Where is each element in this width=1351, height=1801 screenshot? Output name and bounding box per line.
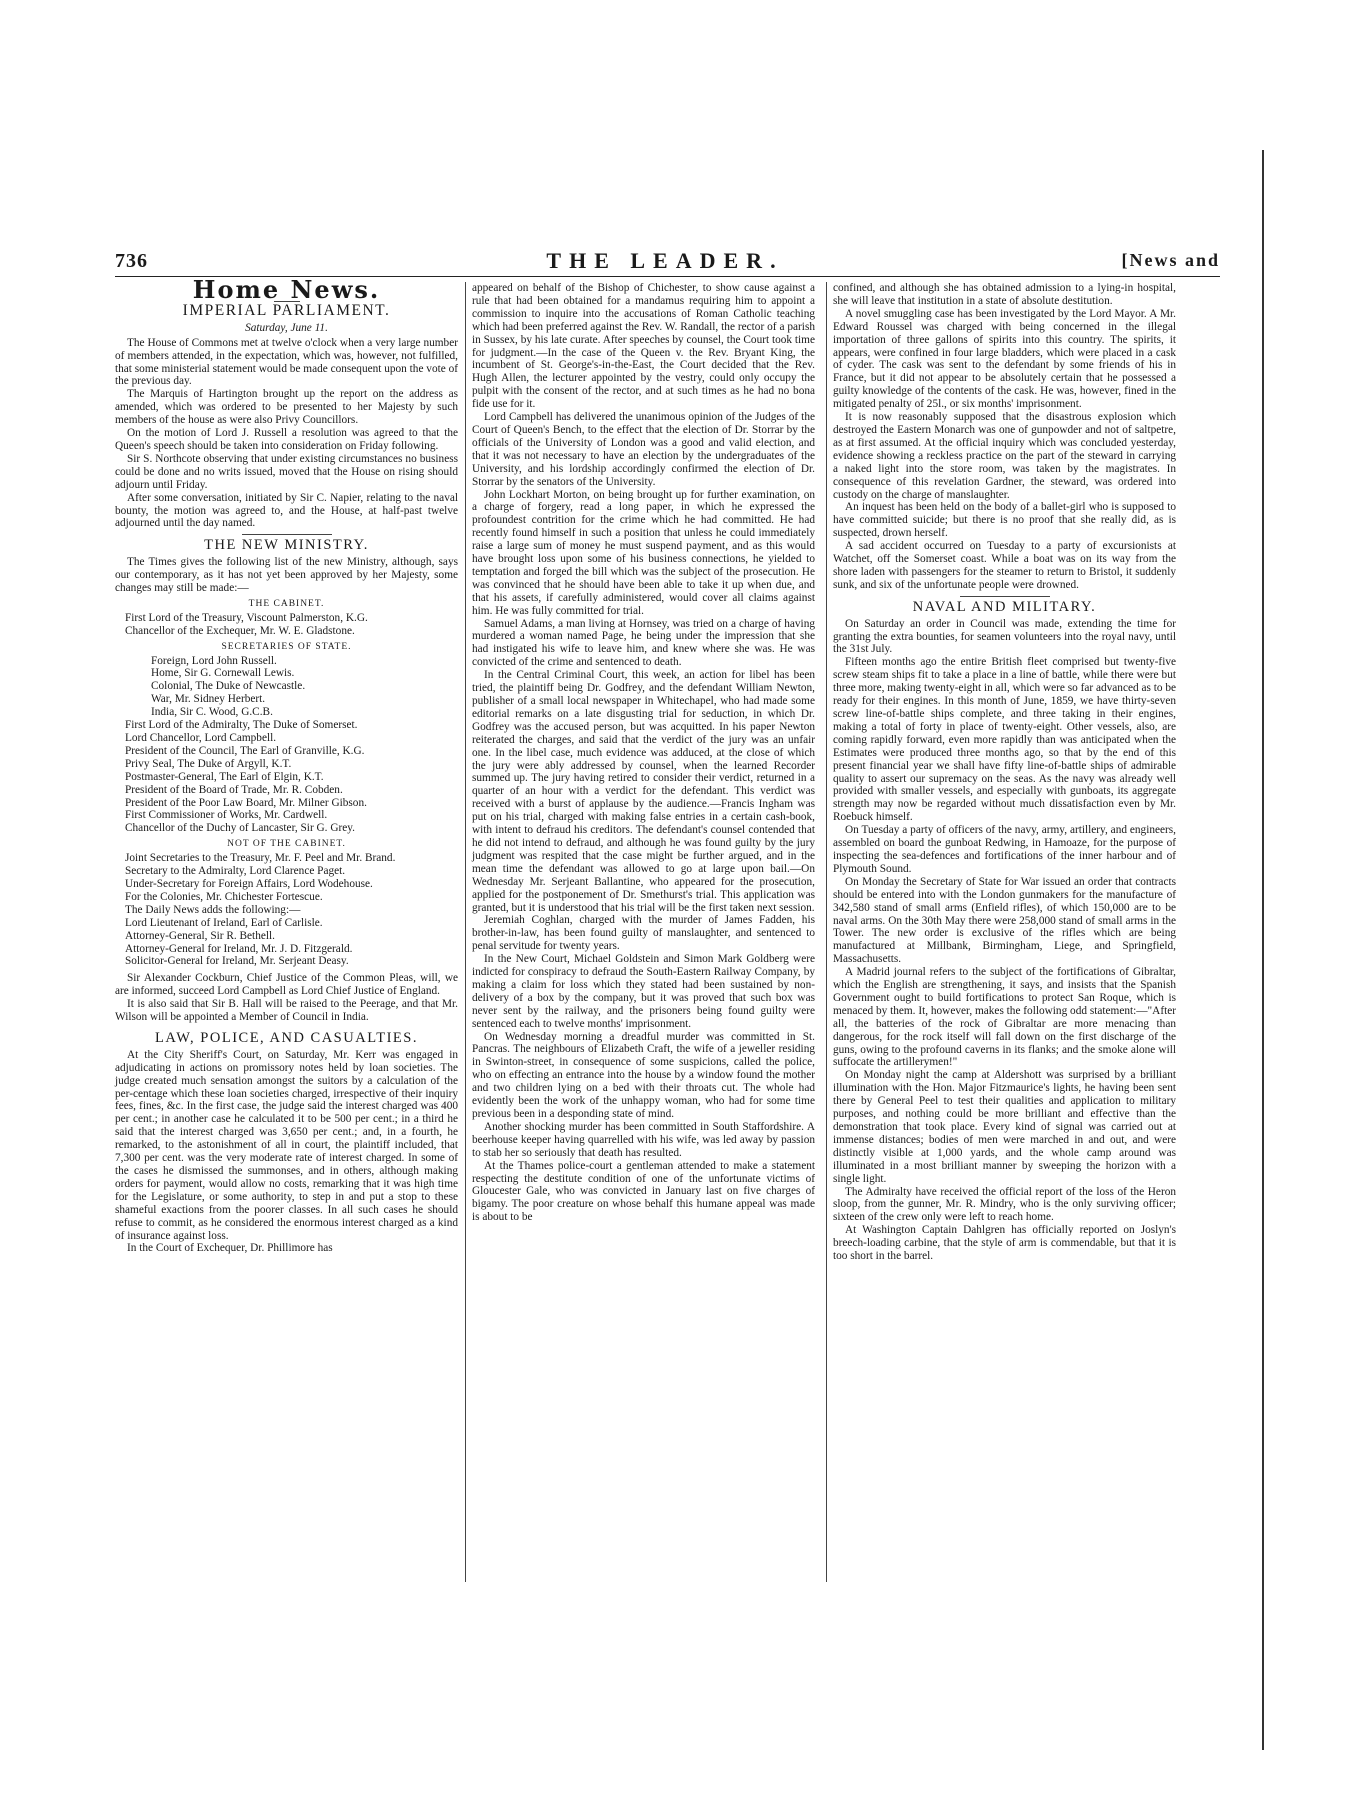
paragraph: appeared on behalf of the Bishop of Chichester, to show cause against a rule that had been obtained for a mandamus requiring him to appoint a commission to inquire into the accusations of Roman Catholic teaching which had been preferred against the Rev. W. Randall, the rector of a parish in Sussex, by his late curate. After speeches by counsel, the Court took time for judgment.—In the case of the Queen v. the Rev. Bryant King, the incumbent of St. George's-in-the-East, the Court decided that the Rev. Hugh Allen, the lecturer appointed by the vestry, could only occupy the pulpit with the consent of the rector, and at such times as he had no bona fide use for it. bbox=[472, 282, 815, 411]
list-line: Attorney-General for Ireland, Mr. J. D. Fitzgerald. bbox=[125, 942, 353, 955]
list-line: War, Mr. Sidney Herbert. bbox=[151, 693, 266, 706]
paragraph: The Marquis of Hartington brought up the report on the address as amended, which was ordered to be presented to her Majesty by such members of the house as were also Privy Councillors. bbox=[115, 388, 458, 427]
list-line: First Commissioner of Works, Mr. Cardwell. bbox=[125, 809, 328, 822]
list-line: Solicitor-General for Ireland, Mr. Serjeant Deasy. bbox=[125, 955, 349, 968]
paragraph: Samuel Adams, a man living at Hornsey, was tried on a charge of having murdered a woman named Page, he being under the impression that she had instigated his wife to leave him, and knew where she was. He was convicted of the crime and sentenced to death. bbox=[472, 617, 815, 669]
article-heading: IMPERIAL PARLIAMENT. bbox=[182, 301, 391, 319]
paragraph: An inquest has been held on the body of a ballet-girl who is supposed to have committed suicide; but there is no proof that she really did, as is suspected, drown herself. bbox=[833, 501, 1176, 540]
paragraph: John Lockhart Morton, on being brought up for further examination, on a charge of forgery, read a long paper, in which he expressed the profoundest contrition for the crime which he had committed. He had recently found himself in such a position that unless he could immediately raise a large sum of money he must suspend payment, and as this would have brought loss upon some of his business connections, he yielded to temptation and forged the bill which was the subject of the prosecution. He was convinced that he should have been able to take it up when due, and that his assets, if carefully administered, would cover all claims against him. He was fully committed for trial. bbox=[472, 488, 815, 617]
paragraph: On the motion of Lord J. Russell a resolution was agreed to that the Queen's speech should be taken into consideration on Friday following. bbox=[115, 427, 458, 452]
paragraph: On Tuesday a party of officers of the navy, army, artillery, and engineers, assembled on board the gunboat Redwing, in Hamoaze, for the purpose of inspecting the sea-defences and fortifications of the inner harbour and of Plymouth Sound. bbox=[833, 824, 1176, 875]
paragraph: In the Central Criminal Court, this week, an action for libel has been tried, the plaintiff being Dr. Godfrey, and the defendant William Newton, publisher of a small local newspaper in Whitechapel, who had made some editorial remarks on a late disgusting trial for seduction, in which Dr. Godfrey was the accused person, but was acquitted. In his paper Newton reiterated the charges, and said that the verdict of the jury was an unfair one. In the libel case, much evidence was adduced, at the close of which the jury were ably addressed by counsel, when the learned Recorder summed up. The jury having retired to consider their verdict, returned in a quarter of an hour with a verdict for the defendant. This verdict was received with a burst of applause by the audience.—Francis Ingham was put on his trial, charged with making false entries in a certain cash-book, with intent to defraud his creditors. The defendant's counsel contended that he did not intend to defraud, and although he was found guilty by the jury judgment was respited that the case might be further argued, and in the mean time the defendant was allowed to go at large upon bail.—On Wednesday Mr. Serjeant Ballantine, who appeared for the prosecution, applied for the postponement of Dr. Smethurst's trial. This application was granted, but it is understood that his trial will be the first taken next session. bbox=[472, 669, 815, 914]
column-1 bbox=[115, 275, 458, 1255]
paragraph: The House of Commons met at twelve o'clock when a very large number of members attended, in the expectation, which was, however, not fulfilled, that some ministerial statement would be made consequent upon the vote of the previous day. bbox=[115, 336, 458, 388]
paragraph: Another shocking murder has been committed in South Staffordshire. A beerhouse keeper having quarrelled with his wife, was led away by passion to stab her so seriously that death has resulted. bbox=[472, 1120, 815, 1159]
paragraph: At Washington Captain Dahlgren has officially reported on Joslyn's breech-loading carbine, that the style of arm is commendable, but that it is too short in the barrel. bbox=[833, 1224, 1176, 1263]
column-3 bbox=[833, 282, 1176, 1263]
column-divider bbox=[826, 282, 827, 1582]
paragraph: On Wednesday morning a dreadful murder was committed in St. Pancras. The neighbours of Elizabeth Craft, the wife of a jeweller residing in Swinton-street, in consequence of some suspicions, called the police, who on effecting an entrance into the house by a window found the mother and two children lying on a bed with their throats cut. The whole had evidently been the work of the unhappy woman, who had for some time previous been in a desponding state of mind. bbox=[472, 1030, 815, 1120]
list-line: Attorney-General, Sir R. Bethell. bbox=[125, 929, 275, 942]
paragraph: At the Thames police-court a gentleman attended to make a statement respecting the destitute condition of one of the unfortunate victims of Gloucester Gale, who was convicted in January last on five charges of bigamy. The poor creature on whose behalf this humane appeal was made is about to be bbox=[472, 1159, 815, 1224]
subheading: SECRETARIES OF STATE. bbox=[221, 641, 352, 652]
binding-edge bbox=[1262, 150, 1264, 1750]
article-heading: NAVAL AND MILITARY. bbox=[912, 598, 1097, 615]
list-line: First Lord of the Admiralty, The Duke of Somerset. bbox=[125, 719, 358, 732]
paragraph: On Saturday an order in Council was made, extending the time for granting the extra bounties, for seamen volunteers into the royal navy, until the 31st July. bbox=[833, 617, 1176, 656]
page-number: 736 bbox=[115, 250, 148, 272]
list-line: For the Colonies, Mr. Chichester Fortescue. bbox=[125, 890, 323, 903]
list-line: President of the Poor Law Board, Mr. Milner Gibson. bbox=[125, 796, 367, 809]
list-line: President of the Council, The Earl of Granville, K.G. bbox=[125, 744, 365, 757]
section-label: [News and bbox=[1121, 250, 1220, 270]
paragraph: Sir S. Northcote observing that under existing circumstances no business could be done and no writs issued, moved that the House on rising should adjourn until Friday. bbox=[115, 452, 458, 491]
paragraph: In the Court of Exchequer, Dr. Phillimore has bbox=[127, 1242, 333, 1255]
divider bbox=[242, 534, 332, 535]
list-line: Privy Seal, The Duke of Argyll, K.T. bbox=[125, 757, 292, 770]
column-divider bbox=[465, 282, 466, 1582]
paragraph: It is now reasonably supposed that the disastrous explosion which destroyed the Eastern Monarch was one of gunpowder and not of saltpetre, as at first assumed. At the official inquiry which was concluded yesterday, evidence showing a reckless practice on the part of the steward in carrying a naked light into the store room, was taken by the magistrates. In consequence of this revelation Gardner, the steward, was ordered into custody on the charge of manslaughter. bbox=[833, 411, 1176, 501]
article-heading: THE NEW MINISTRY. bbox=[204, 537, 369, 554]
subheading: NOT OF THE CABINET. bbox=[227, 839, 346, 850]
list-line: Postmaster-General, The Earl of Elgin, K.T. bbox=[125, 770, 324, 783]
paragraph: It is also said that Sir B. Hall will be raised to the Peerage, and that Mr. Wilson will be appointed a Member of Council in India. bbox=[115, 998, 458, 1024]
paragraph: In the New Court, Michael Goldstein and Simon Mark Goldberg were indicted for conspiracy to defraud the South-Eastern Railway Company, by making a claim for loss which they stated had been sustained by non-delivery of a box by the company, but it was proved that such box was never sent by the railway, and the prisoners being found guilty were sentenced each to twelve months' imprisonment. bbox=[472, 953, 815, 1030]
paragraph: Lord Campbell has delivered the unanimous opinion of the Judges of the Court of Queen's Bench, to the effect that the election of Dr. Storrar by the officials of the University of London was a good and valid election, and that it was not necessary to have an election by the undergraduates of the University, and his lordship accordingly confirmed the election of Dr. Storrar by the senators of the University. bbox=[472, 411, 815, 488]
paragraph: A sad accident occurred on Tuesday to a party of excursionists at Watchet, off the Somerset coast. While a boat was on its way from the shore laden with passengers for the steamer to return to Bristol, it suddenly sunk, and six of the unfortunate people were drowned. bbox=[833, 540, 1176, 591]
list-line: Secretary to the Admiralty, Lord Clarence Paget. bbox=[125, 865, 346, 878]
list-line: Joint Secretaries to the Treasury, Mr. F. Peel and Mr. Brand. bbox=[125, 852, 396, 865]
page-header bbox=[115, 250, 1220, 276]
paragraph: A Madrid journal refers to the subject of the fortifications of Gibraltar, which the English are strengthening, it says, and insists that the Spanish Government ought to build fortifications to protect San Roque, which is menaced by them. It, however, makes the following odd statement:—"After all, the batteries of the rock of Gibraltar are more menacing than dangerous, for the rock itself will fall down on the first discharge of the guns, owing to the profound caverns in its flanks; and the smoke alone will suffocate the artillerymen!" bbox=[833, 966, 1176, 1069]
list-line: Colonial, The Duke of Newcastle. bbox=[151, 680, 306, 693]
article-date: Saturday, June 11. bbox=[245, 321, 328, 334]
paragraph: After some conversation, initiated by Sir C. Napier, relating to the naval bounty, the motion was agreed to, and the House, at half-past twelve adjourned until the day named. bbox=[115, 491, 458, 530]
list-line: Foreign, Lord John Russell. bbox=[151, 654, 277, 667]
paragraph: confined, and although she has obtained admission to a lying-in hospital, she will leave that institution in a state of absolute destitution. bbox=[833, 282, 1176, 307]
paragraph: Fifteen months ago the entire British fleet comprised but twenty-five screw steam ships fit to take a place in a line of battle, while there were but three more, making twenty-eight in all, which were so far advanced as to be ready for their engines. In this month of June, 1859, we have thirty-seven screw line-of-battle ships complete, and three taking in their engines, making a total of forty in place of twenty-eight. Other vessels, also, are coming rapidly forward, even more rapidly than was anticipated when the Estimates were produced three months ago, so that by the end of this present financial year we shall have fifty line-of-battle ships of admirable quality to assert our supremacy on the seas. As the navy was already well provided with smaller vessels, and especially with gunboats, its aggregate strength may now be regarded without much dissatisfaction even by Mr. Roebuck himself. bbox=[833, 656, 1176, 824]
list-line: Lord Chancellor, Lord Campbell. bbox=[125, 732, 277, 744]
paragraph: On Monday night the camp at Aldershott was surprised by a brilliant illumination with the Hon. Major Fitzmaurice's lights, he having been sent there by General Peel to test their qualities and application to military purposes, and nothing could be more brilliant and effective than the demonstration that took place. Every kind of signal was carried out at immense distances; bodies of men were marched in and out, and were distinctly visible at 1,000 yards, and the whole camp around was illuminated in a most brilliant manner by sweeping the horizon with a single light. bbox=[833, 1069, 1176, 1185]
paragraph: Sir Alexander Cockburn, Chief Justice of the Common Pleas, will, we are informed, succeed Lord Campbell as Lord Chief Justice of England. bbox=[115, 972, 458, 998]
article-heading: LAW, POLICE, AND CASUALTIES. bbox=[155, 1029, 418, 1046]
paragraph: At the City Sheriff's Court, on Saturday, Mr. Kerr was engaged in adjudicating in actions on promissory notes held by loan societies. The judge created much sensation amongst the suitors by a calculation of the per-centage which these loan societies charged, irrespective of their inquiry fees, fines, &c. In the first case, the judge said the interest charged was 400 per cent.; in another case he calculated it to be 500 per cent.; in a third he said that the interest charged was 3,650 per cent.; and, in a fourth, he remarked, to the astonishment of all in court, the plaintiff included, that 7,300 per cent. was the very moderate rate of interest charged. In some of the cases he dismissed the summonses, and in others, although making orders for payment, would allow no costs, remarking that it was high time for the Legislature, or some authority, to step in and put a stop to these shameful exactions from the poorer classes. In all such cases he should refuse to commit, as he considered the enormous interest charged as a kind of insurance against loss. bbox=[115, 1048, 458, 1242]
list-line: Chancellor of the Exchequer, Mr. W. E. Gladstone. bbox=[125, 624, 355, 637]
list-line: India, Sir C. Wood, G.C.B. bbox=[151, 706, 273, 719]
list-line: Chancellor of the Duchy of Lancaster, Sir G. Grey. bbox=[125, 822, 356, 835]
list-line: First Lord of the Treasury, Viscount Palmerston, K.G. bbox=[125, 611, 368, 624]
section-title: Home News. bbox=[192, 275, 381, 304]
paragraph: A novel smuggling case has been investigated by the Lord Mayor. A Mr. Edward Roussel was charged with being concerned in the illegal importation of three gallons of spirits into this country. The spirits, it appears, were confined in four large bladders, which were placed in a cask of cyder. The cask was sent to the defendant by some friends of his in France, but it did not appear to be absolutely certain that he possessed a guilty knowledge of the contents of the cask. He was, however, fined in the mitigated penalty of 25l., or six months' imprisonment. bbox=[833, 307, 1176, 411]
list-line: President of the Board of Trade, Mr. R. Cobden. bbox=[125, 783, 343, 796]
list-line: Under-Secretary for Foreign Affairs, Lord Wodehouse. bbox=[125, 877, 373, 890]
paragraph: Jeremiah Coghlan, charged with the murder of James Fadden, his brother-in-law, has been found guilty of manslaughter, and sentenced to penal servitude for twenty years. bbox=[472, 914, 815, 953]
paragraph: The Times gives the following list of the new Ministry, although, says our contemporary, as it has not yet been approved by her Majesty, some changes may still be made:— bbox=[115, 556, 458, 595]
divider bbox=[960, 596, 1050, 597]
list-line: Home, Sir G. Cornewall Lewis. bbox=[151, 667, 295, 680]
paragraph: On Monday the Secretary of State for War issued an order that contracts should be entered into with the London gunmakers for the manufacture of 342,580 stand of small arms (Enfield rifles), of which 150,000 are to be naval arms. On the 30th May there were 258,000 stand of small arms in the Tower. The new order is exclusive of the rifles which are being manufactured at Millbank, Birmingham, Liege, and Springfield, Massachusetts. bbox=[833, 875, 1176, 966]
paragraph: The Admiralty have received the official report of the loss of the Heron sloop, from the gunner, Mr. R. Mindry, who is the only surviving officer; sixteen of the crew only were left to reach home. bbox=[833, 1185, 1176, 1224]
list-line: The Daily News adds the following:— bbox=[125, 903, 301, 916]
column-2 bbox=[472, 282, 815, 1224]
list-line: Lord Lieutenant of Ireland, Earl of Carlisle. bbox=[125, 916, 323, 929]
subheading: THE CABINET. bbox=[248, 598, 325, 609]
masthead-title: THE LEADER. bbox=[546, 248, 784, 273]
